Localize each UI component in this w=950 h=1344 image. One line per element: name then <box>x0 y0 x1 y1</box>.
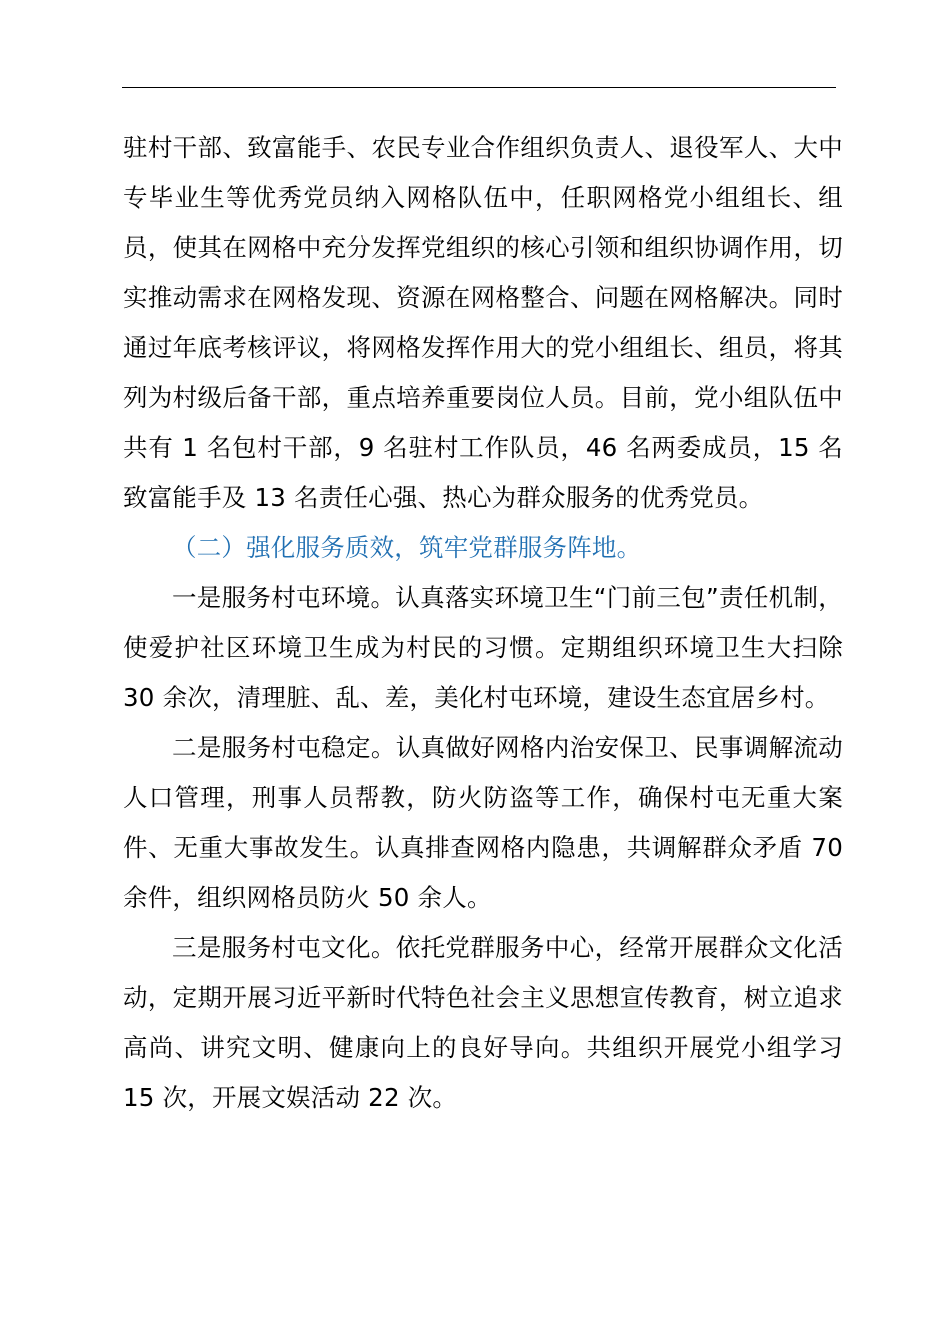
section-heading-service-quality: （二）强化服务质效，筑牢党群服务阵地。 <box>172 533 642 562</box>
paragraph-stability: 二是服务村屯稳定。认真做好网格内治安保卫、民事调解流动人口管理，刑事人员帮教，防火防盗等工作，确保村屯无重大案件、无重大事故发生。认真排查网格内隐患，共调解群众矛盾 70 余件，组织网格员防火 50 余人。 <box>123 733 843 912</box>
paragraph-culture: 三是服务村屯文化。依托党群服务中心，经常开展群众文化活动，定期开展习近平新时代特色社会主义思想宣传教育，树立追求高尚、讲究文明、健康向上的良好导向。共组织开展党小组学习 15 次，开展文娱活动 22 次。 <box>123 933 843 1112</box>
document-body <box>123 123 843 1123</box>
paragraph-environment: 一是服务村屯环境。认真落实环境卫生“门前三包”责任机制，使爱护社区环境卫生成为村民的习惯。定期组织环境卫生大扫除 30 余次，清理脏、乱、差，美化村屯环境，建设生态宜居乡村。 <box>123 583 843 712</box>
paragraph-grid-team: 驻村干部、致富能手、农民专业合作组织负责人、退役军人、大中专毕业生等优秀党员纳入网格队伍中，任职网格党小组组长、组员，使其在网格中充分发挥党组织的核心引领和组织协调作用，切实推动需求在网格发现、资源在网格整合、问题在网格解决。同时通过年底考核评议，将网格发挥作用大的党小组组长、组员，将其列为村级后备干部，重点培养重要岗位人员。目前，党小组队伍中共有 1 名包村干部，9 名驻村工作队员，46 名两委成员，15 名致富能手及 13 名责任心强、热心为群众服务的优秀党员。 <box>123 133 843 512</box>
header-rule <box>122 87 836 88</box>
